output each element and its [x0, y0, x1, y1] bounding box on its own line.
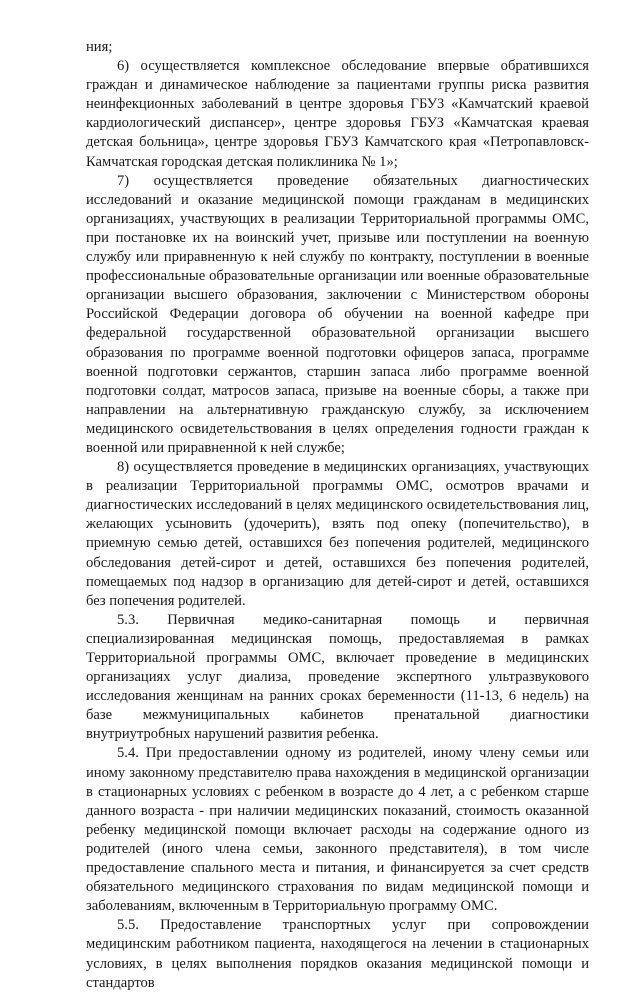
paragraph-item-8: 8) осуществляется проведение в медицинских организациях, участвующих в реализации Территориальной программы ОМС, осмотров врачами и диагностических исследований в целях медицинского освидетельствования лиц, желающих усыновить (удочерить), взять под опеку (попечительство), в приемную семью детей, оставшихся без попечения родителей, медицинского обследования детей-сирот и детей, оставшихся без попечения родителей, помещаемых под надзор в организацию для детей-сирот и детей, оставшихся без попечения родителей.	[86, 459, 589, 609]
paragraph-item-6: 6) осуществляется комплексное обследование впервые обратившихся граждан и динамическое наблюдение за пациентами группы риска развития неинфекционных заболеваний в центре здоровья ГБУЗ «Камчатский краевой кардиологический диспансер», центре здоровья ГБУЗ «Камчатская краевая детская больница», центре здоровья ГБУЗ Камчатского края «Петропавловск-Камчатская городская детская поликлиника № 1»;	[86, 58, 589, 170]
paragraph-5-3: 5.3. Первичная медико-санитарная помощь и первичная специализированная медицинская помощь, предоставляемая в рамках Территориальной программы ОМС, включает проведение в медицинских организациях услуг диализа, проведение экспертного ультразвукового исследования женщинам на ранних сроках беременности (11-13, 6 недель) на базе межмуниципальных кабинетов пренатальной диагностики внутриутробных нарушений развития ребенка.	[86, 611, 589, 743]
paragraph-5-5: 5.5. Предоставление транспортных услуг при сопровождении медицинским работником пациента, находящегося на лечении в стационарных условиях, в целях выполнения порядков оказания медицинской помощи и стандартов	[86, 917, 589, 991]
paragraph-5-4: 5.4. При предоставлении одному из родителей, иному члену семьи или иному законному представителю права нахождения в медицинской организации в стационарных условиях с ребенком в возрасте до 4 лет, а с ребенком старше данного возраста - при наличии медицинских показаний, стоимость оказанной ребенку медицинской помощи включает расходы на содержание одного из родителей (иного члена семьи, законного представителя), в том числе предоставление спального места и питания, и финансируется за счет средств обязательного медицинского страхования по видам медицинской помощи и заболеваниям, включенным в Территориальную программу ОМС.	[86, 745, 589, 915]
paragraph-item-7: 7) осуществляется проведение обязательных диагностических исследований и оказание медицинской помощи гражданам в медицинских организациях, участвующих в реализации Территориальной программы ОМС, при постановке их на воинский учет, призыве или поступлении на военную службу или приравненную к ней службу по контракту, поступлении в военные профессиональные образовательные организации или военные образовательные организации высшего образования, заключении с Министерством обороны Российской Федерации договора об обучении на военной кафедре при федеральной государственной образовательной организации высшего образования по программе военной подготовки офицеров запаса, программе военной подготовки сержантов, старшин запаса либо программе военной подготовки солдат, матросов запаса, призыве на военные сборы, а также при направлении на альтернативную гражданскую службу, за исключением медицинского освидетельствования в целях определения годности граждан к военной или приравненной к ней службе;	[86, 172, 589, 456]
document-body	[86, 38, 589, 993]
paragraph-continuation: ния;	[86, 39, 113, 55]
